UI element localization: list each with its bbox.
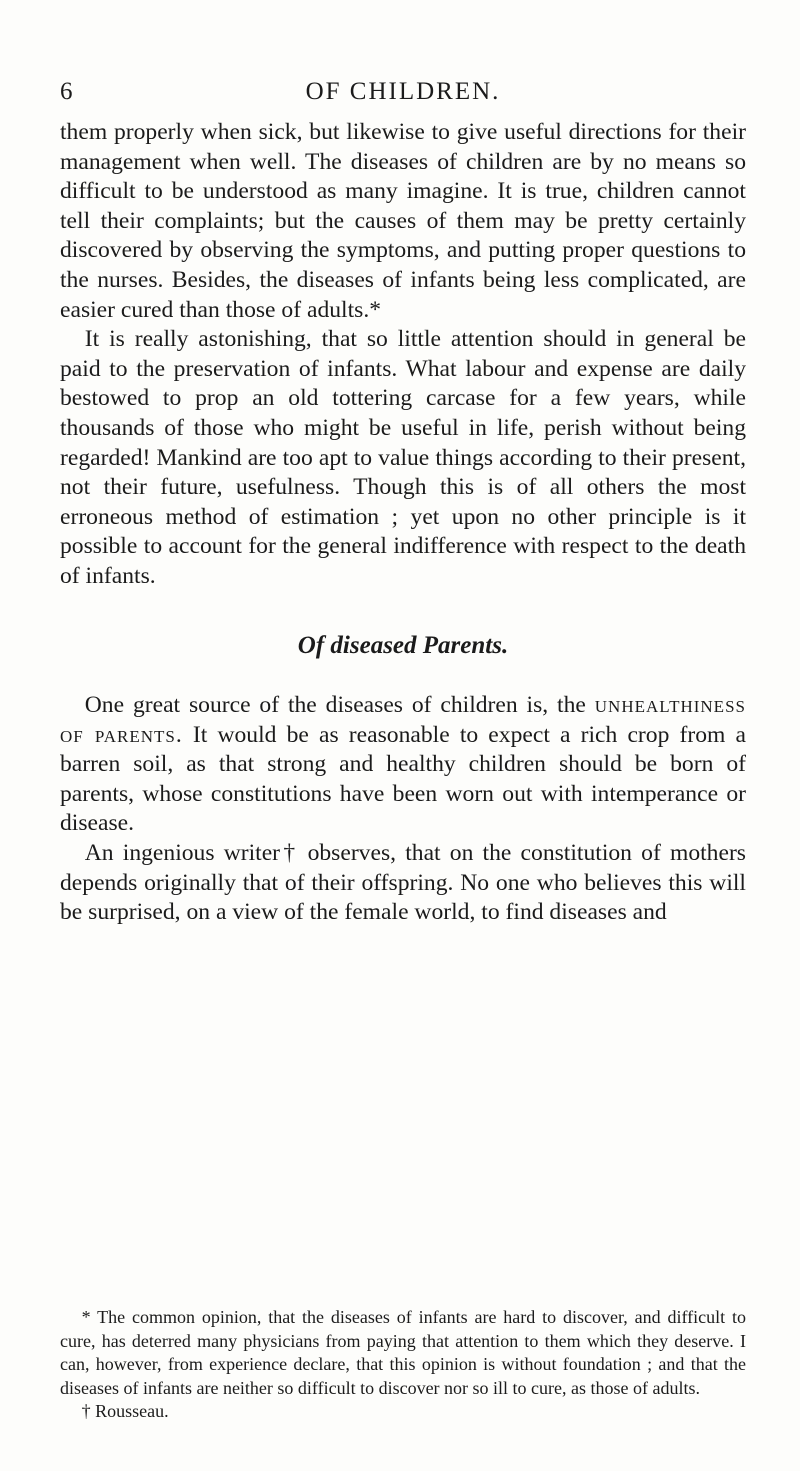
paragraph-3-start: One great source of the diseases of children is, the: [84, 692, 586, 719]
footnote-1: * The common opinion, that the diseases of infants are hard to discover, and difficult to cure, has deterred many physicians from paying that attention to them which they deserve. I can, however, from experience declare, that this opinion is without foundation ; and that the diseases of infants are neither so difficult to discover nor so ill to cure, as those of adults.: [60, 1307, 746, 1398]
body-text: [60, 118, 746, 928]
paragraph-3-rest: It would be as reasonable to expect a rich crop from a barren soil, as that strong and healthy children should be born of parents, whose constitutions have been worn out with intemperance or disease.: [60, 721, 746, 837]
paragraph-2: It is really astonishing, that so little attention should in general be paid to the preservation of infants. What labour and expense are daily bestowed to prop an old tottering carcase for a few years, while thousands of those who might be useful in life, perish without being regarded! Mankind are too apt to value things according to their present, not their future, usefulness. Though this is of all others the most erroneous method of estimation ; yet upon no other principle is it possible to account for the general indifference with respect to the death of infants.: [60, 326, 746, 589]
paragraph-3-smallcaps: unhealthiness of parents.: [60, 692, 746, 748]
page-number: 6: [60, 78, 74, 105]
paragraph-4: An ingenious writer† observes, that on the constitution of mothers depends originally that of their offspring. No one who believes this will be surprised, on a view of the female world, to find diseases and: [60, 840, 746, 926]
running-head: [60, 78, 746, 112]
paragraph-3: [60, 691, 746, 839]
footnote-2: † Rousseau.: [81, 1401, 169, 1421]
section-heading: Of diseased Parents.: [297, 631, 509, 659]
paragraph-1: them properly when sick, but likewise to give useful directions for their management when well. The diseases of children are by no means so difficult to be understood as many imagine. It is true, children cannot tell their complaints; but the causes of them may be pretty certainly discovered by observing the symptoms, and putting proper questions to the nurses. Besides, the diseases of infants being less complicated, are easier cured than those of adults.*: [60, 119, 746, 323]
footnotes: [60, 1306, 746, 1424]
running-title: OF CHILDREN.: [305, 78, 501, 105]
